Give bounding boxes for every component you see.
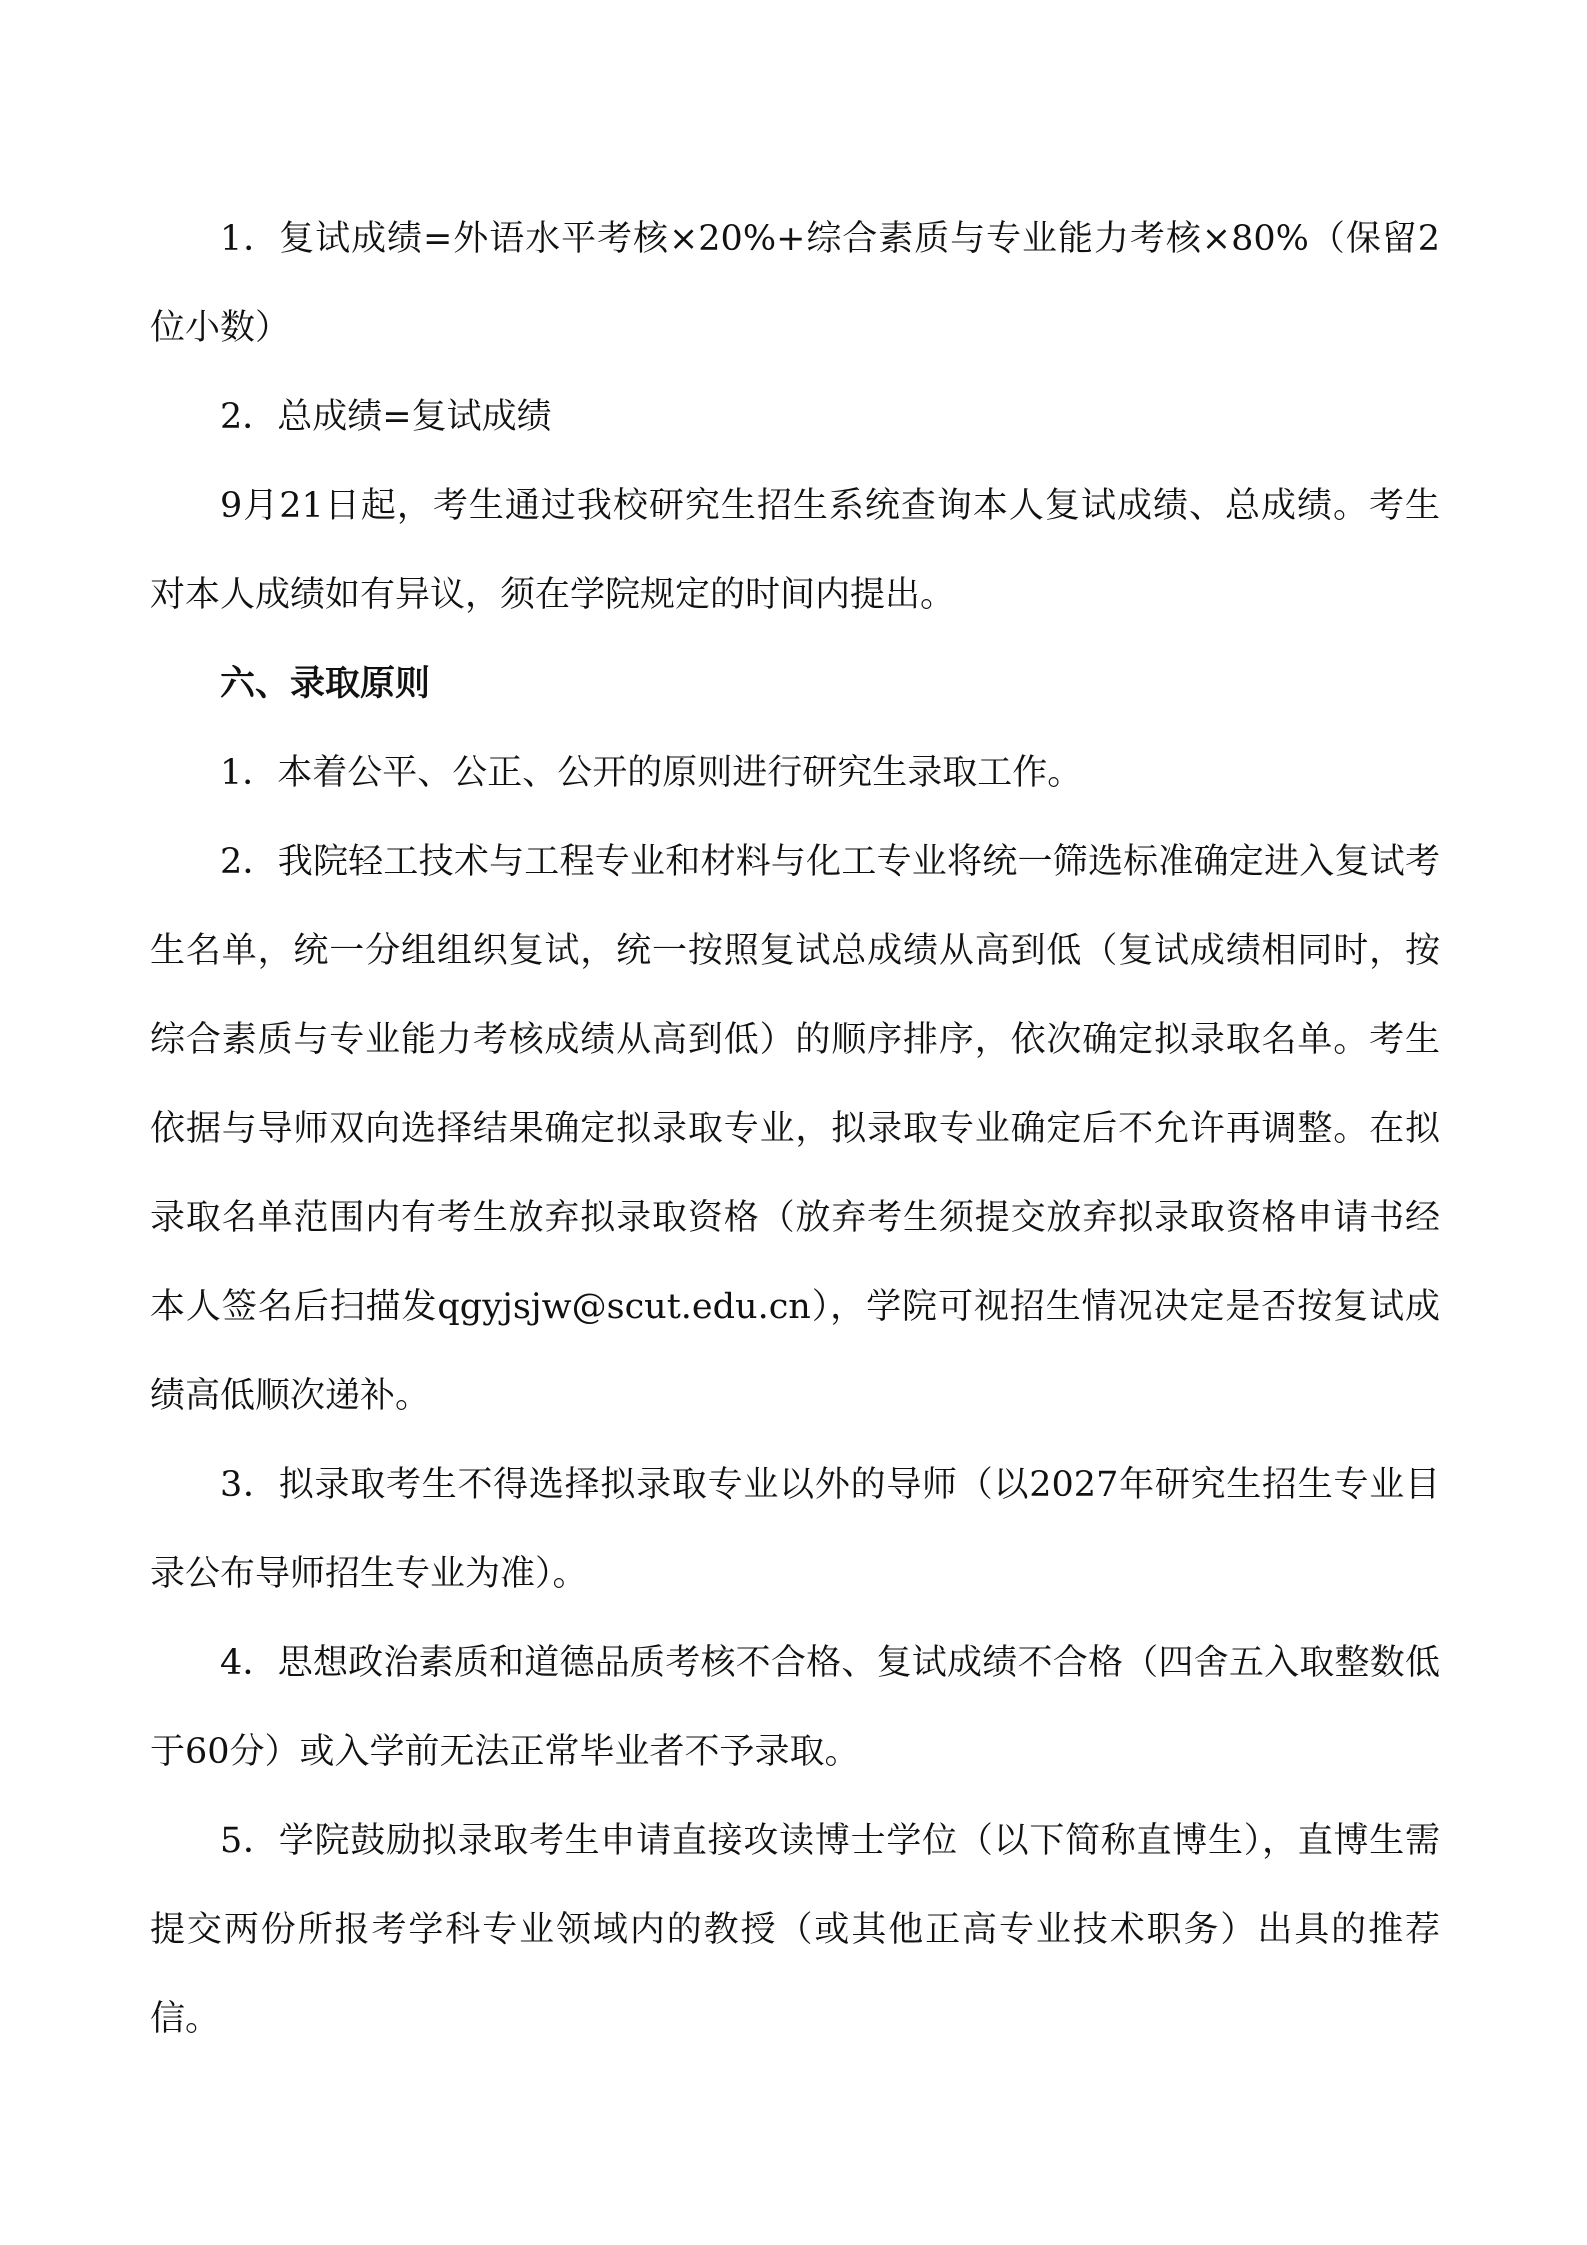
admission-principle-item: 2．我院轻工技术与工程专业和材料与化工专业将统一筛选标准确定进入复试考生名单，统一分组组织复试，统一按照复试总成绩从高到低（复试成绩相同时，按综合素质与专业能力考核成绩从高到低）的顺序排序，依次确定拟录取名单。考生依据与导师双向选择结果确定拟录取专业，拟录取专业确定后不允许再调整。在拟录取名单范围内有考生放弃拟录取资格（放弃考生须提交放弃拟录取资格申请书经本人签名后扫描发qgyjsjw@scut.edu.cn），学院可视招生情况决定是否按复试成绩高低顺次递补。: [150, 842, 1440, 1416]
admission-principle-item: 3．拟录取考生不得选择拟录取专业以外的导师（以2027年研究生招生专业目录公布导师招生专业为准）。: [150, 1465, 1440, 1594]
section-heading-admission-principles: 六、录取原则: [220, 664, 431, 704]
admission-principle-item: 1．本着公平、公正、公开的原则进行研究生录取工作。: [220, 753, 1083, 793]
admission-principle-item: 4．思想政治素质和道德品质考核不合格、复试成绩不合格（四舍五入取整数低于60分）或入学前无法正常毕业者不予录取。: [150, 1643, 1440, 1772]
document-body: [150, 195, 1440, 2064]
total-score-item: 2．总成绩=复试成绩: [220, 397, 552, 437]
score-query-notice: 9月21日起，考生通过我校研究生招生系统查询本人复试成绩、总成绩。考生对本人成绩如有异议，须在学院规定的时间内提出。: [150, 486, 1440, 615]
admission-principle-item: 5．学院鼓励拟录取考生申请直接攻读博士学位（以下简称直博生），直博生需提交两份所报考学科专业领域内的教授（或其他正高专业技术职务）出具的推荐信。: [150, 1821, 1440, 2039]
score-formula-item: 1．复试成绩=外语水平考核×20%+综合素质与专业能力考核×80%（保留2位小数）: [150, 219, 1440, 348]
